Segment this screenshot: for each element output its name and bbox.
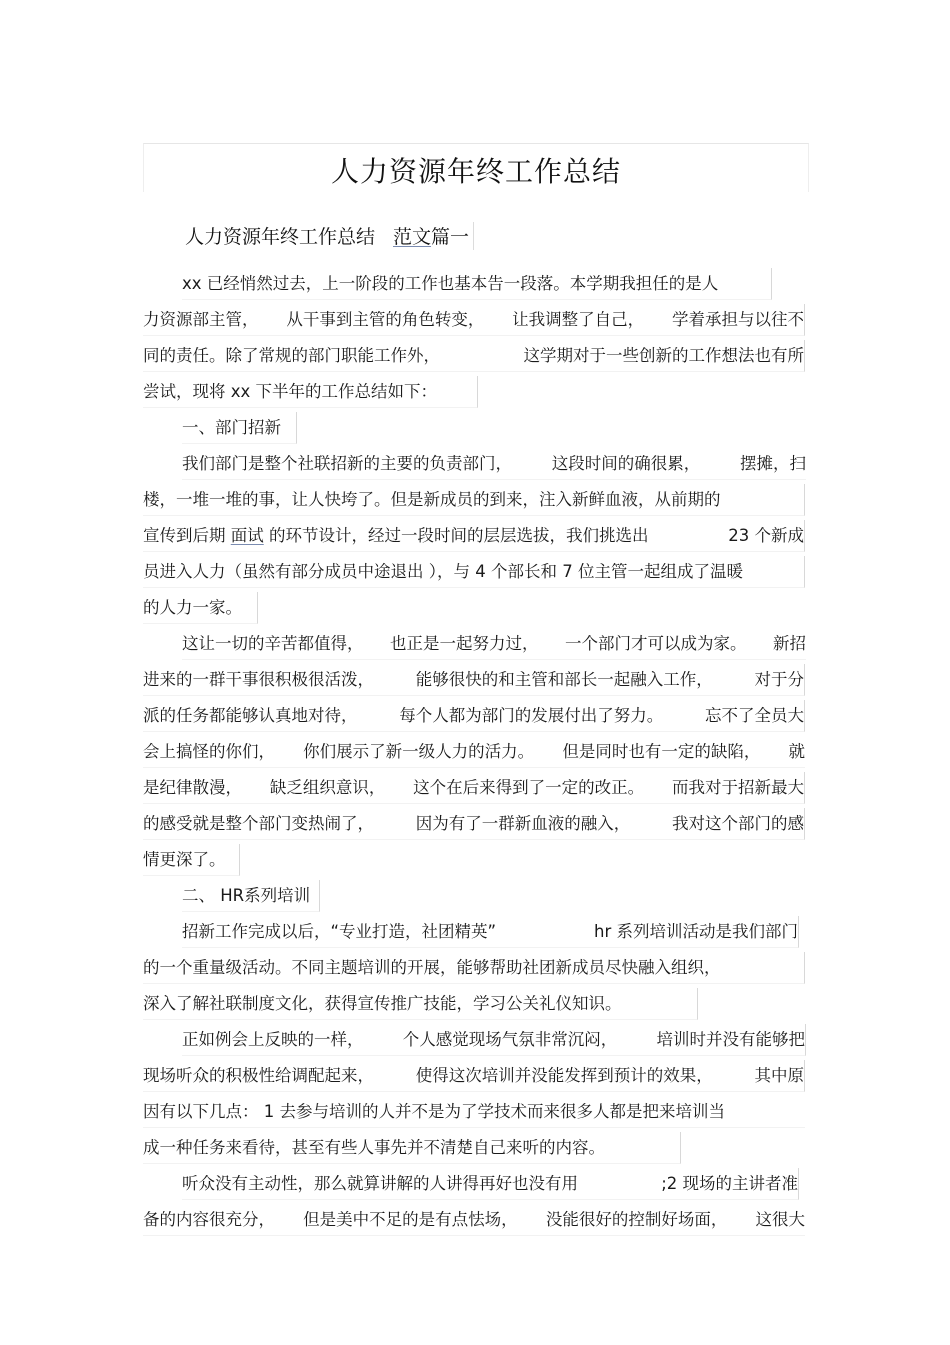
body-line-segment: 会上搞怪的你们， <box>143 742 275 761</box>
body-line-segment: 进来的一群干事很积极很活泼， <box>143 670 374 689</box>
subtitle-suffix: 篇一 <box>431 226 470 248</box>
body-line-segment: 使得这次培训并没能发挥到预计的效果， <box>415 1066 713 1085</box>
body-line <box>143 736 805 768</box>
body-line-segment: 一、部门招新 <box>182 418 281 437</box>
body-line-segment: 培训时并没有能够把 <box>656 1030 805 1049</box>
body-line <box>182 1024 806 1056</box>
interview-link[interactable]: 面试 <box>230 526 264 545</box>
body-line-segment: 这学期对于一些创新的工作想法也有所 <box>523 346 804 365</box>
body-line-segment: 你们展示了新一级人力的活力。 <box>303 742 535 761</box>
body-line-segment: 也正是一起努力过， <box>390 634 539 653</box>
title-frame <box>143 143 809 192</box>
body-line-segment: 因有以下几点： 1 去参与培训的人并不是为了学技术而来很多人都是把来培训当 <box>143 1102 725 1121</box>
body-line-segment: 我对这个部门的感 <box>672 814 804 833</box>
document-subtitle <box>185 222 474 250</box>
body-line <box>182 1168 799 1200</box>
body-line-segment: 听众没有主动性，那么就算讲解的人讲得再好也没有用 <box>182 1174 578 1193</box>
body-line <box>182 628 806 660</box>
body-line <box>182 412 297 444</box>
body-line-segment: 这个在后来得到了一定的改正。 <box>413 778 645 797</box>
body-line <box>143 772 805 804</box>
body-line-segment: 因为有了一群新血液的融入， <box>415 814 631 833</box>
body-line <box>143 808 805 840</box>
body-line-segment: 但是美中不足的是有点怯场， <box>303 1210 518 1229</box>
subtitle-link[interactable]: 范文 <box>393 226 432 248</box>
body-line-segment: 二、 HR系列培训 <box>182 886 311 905</box>
body-line <box>143 340 805 372</box>
body-line <box>143 1060 805 1092</box>
body-line-segment: 深入了解社联制度文化，获得宣传推广技能，学习公关礼仪知识。 <box>143 994 622 1013</box>
body-line <box>182 916 799 948</box>
body-line-segment: 的人力一家。 <box>143 598 242 617</box>
body-line <box>143 1096 805 1128</box>
body-line-segment: 力资源部主管， <box>143 310 259 329</box>
body-line-segment: 员进入人力（虽然有部分成员中途退出 ），与 4 个部长和 7 位主管一起组成了温暖 <box>143 562 743 581</box>
body-line <box>143 1132 681 1164</box>
body-line-segment: 忘不了全员大 <box>705 706 804 725</box>
body-line <box>143 520 805 552</box>
body-line <box>143 700 805 732</box>
body-line-segment: 同的责任。除了常规的部门职能工作外， <box>143 346 440 365</box>
body-line-segment: 尝试，现将 xx 下半年的工作总结如下： <box>143 382 438 401</box>
body-line <box>182 448 806 480</box>
body-line <box>182 880 320 912</box>
body-line-segment: 从干事到主管的角色转变， <box>286 310 485 329</box>
body-line <box>143 844 240 876</box>
body-line <box>143 988 698 1020</box>
body-line <box>143 376 478 408</box>
body-line-segment: 我们部门是整个社联招新的主要的负责部门， <box>182 454 512 473</box>
body-line-segment: 对于分 <box>754 670 804 689</box>
body-line <box>143 1204 805 1236</box>
body-line-segment: 23 个新成 <box>728 526 804 545</box>
body-line-segment: 每个人都为部门的发展付出了努力。 <box>399 706 664 725</box>
body-line <box>143 484 805 516</box>
document-title: 人力资源年终工作总结 <box>330 155 621 188</box>
body-line-segment: 缺乏组织意识， <box>269 778 386 797</box>
body-line-segment: ;2 现场的主讲者准 <box>661 1174 798 1193</box>
body-line-segment: 正如例会上反映的一样， <box>182 1030 364 1049</box>
body-line <box>143 556 805 588</box>
body-line-segment: xx 已经悄然过去，上一阶段的工作也基本告一段落。本学期我担任的是人 <box>182 274 719 293</box>
body-line-segment: 新招 <box>773 634 806 653</box>
body-line-segment: 的一个重量级活动。不同主题培训的开展，能够帮助社团新成员尽快融入组织， <box>143 958 721 977</box>
body-line-segment: 派的任务都能够认真地对待， <box>143 706 358 725</box>
body-line-segment: 情更深了。 <box>143 850 226 869</box>
body-line-segment: 就 <box>788 742 805 761</box>
body-line-segment: 让我调整了自己， <box>512 310 645 329</box>
body-line-segment: 没能很好的控制好场面， <box>545 1210 728 1229</box>
body-line-segment: 但是同时也有一定的缺陷， <box>562 742 761 761</box>
body-line-segment: 成一种任务来看待，甚至有些人事先并不清楚自己来听的内容。 <box>143 1138 605 1157</box>
body-line-segment: 摆摊，扫 <box>740 454 806 473</box>
body-line <box>182 268 772 300</box>
body-line-segment: 其中原 <box>754 1066 804 1085</box>
body-line-segment: 是纪律散漫， <box>143 778 242 797</box>
body-line-segment: 宣传到后期 面试 的环节设计，经过一段时间的层层选拔，我们挑选出 <box>143 520 649 551</box>
subtitle-prefix: 人力资源年终工作总结 <box>185 226 376 248</box>
body-line-segment: 能够很快的和主管和部长一起融入工作， <box>415 670 713 689</box>
body-line <box>143 304 805 336</box>
body-line-segment: 这段时间的确很累， <box>551 454 701 473</box>
body-line-segment: 备的内容很充分， <box>143 1210 275 1229</box>
body-line-segment: 楼，一堆一堆的事，让人快垮了。但是新成员的到来，注入新鲜血液，从前期的 <box>143 490 721 509</box>
body-line-segment: 学着承担与以往不 <box>671 310 804 329</box>
body-line-segment: 一个部门才可以成为家。 <box>565 634 747 653</box>
body-line-segment: 招新工作完成以后，“专业打造，社团精英” <box>182 922 497 941</box>
body-line <box>143 664 805 696</box>
body-line-segment: 的感受就是整个部门变热闹了， <box>143 814 374 833</box>
body-line-segment: 现场听众的积极性给调配起来， <box>143 1066 374 1085</box>
body-line <box>143 952 805 984</box>
body-line <box>143 592 258 624</box>
body-line-segment: 个人感觉现场气氛非常沉闷， <box>402 1030 618 1049</box>
body-line-segment: hr 系列培训活动是我们部门 <box>594 922 798 941</box>
body-line-segment: 这很大 <box>755 1210 805 1229</box>
body-line-segment: 而我对于招新最大 <box>671 778 804 797</box>
body-line-segment: 这让一切的辛苦都值得， <box>182 634 364 653</box>
